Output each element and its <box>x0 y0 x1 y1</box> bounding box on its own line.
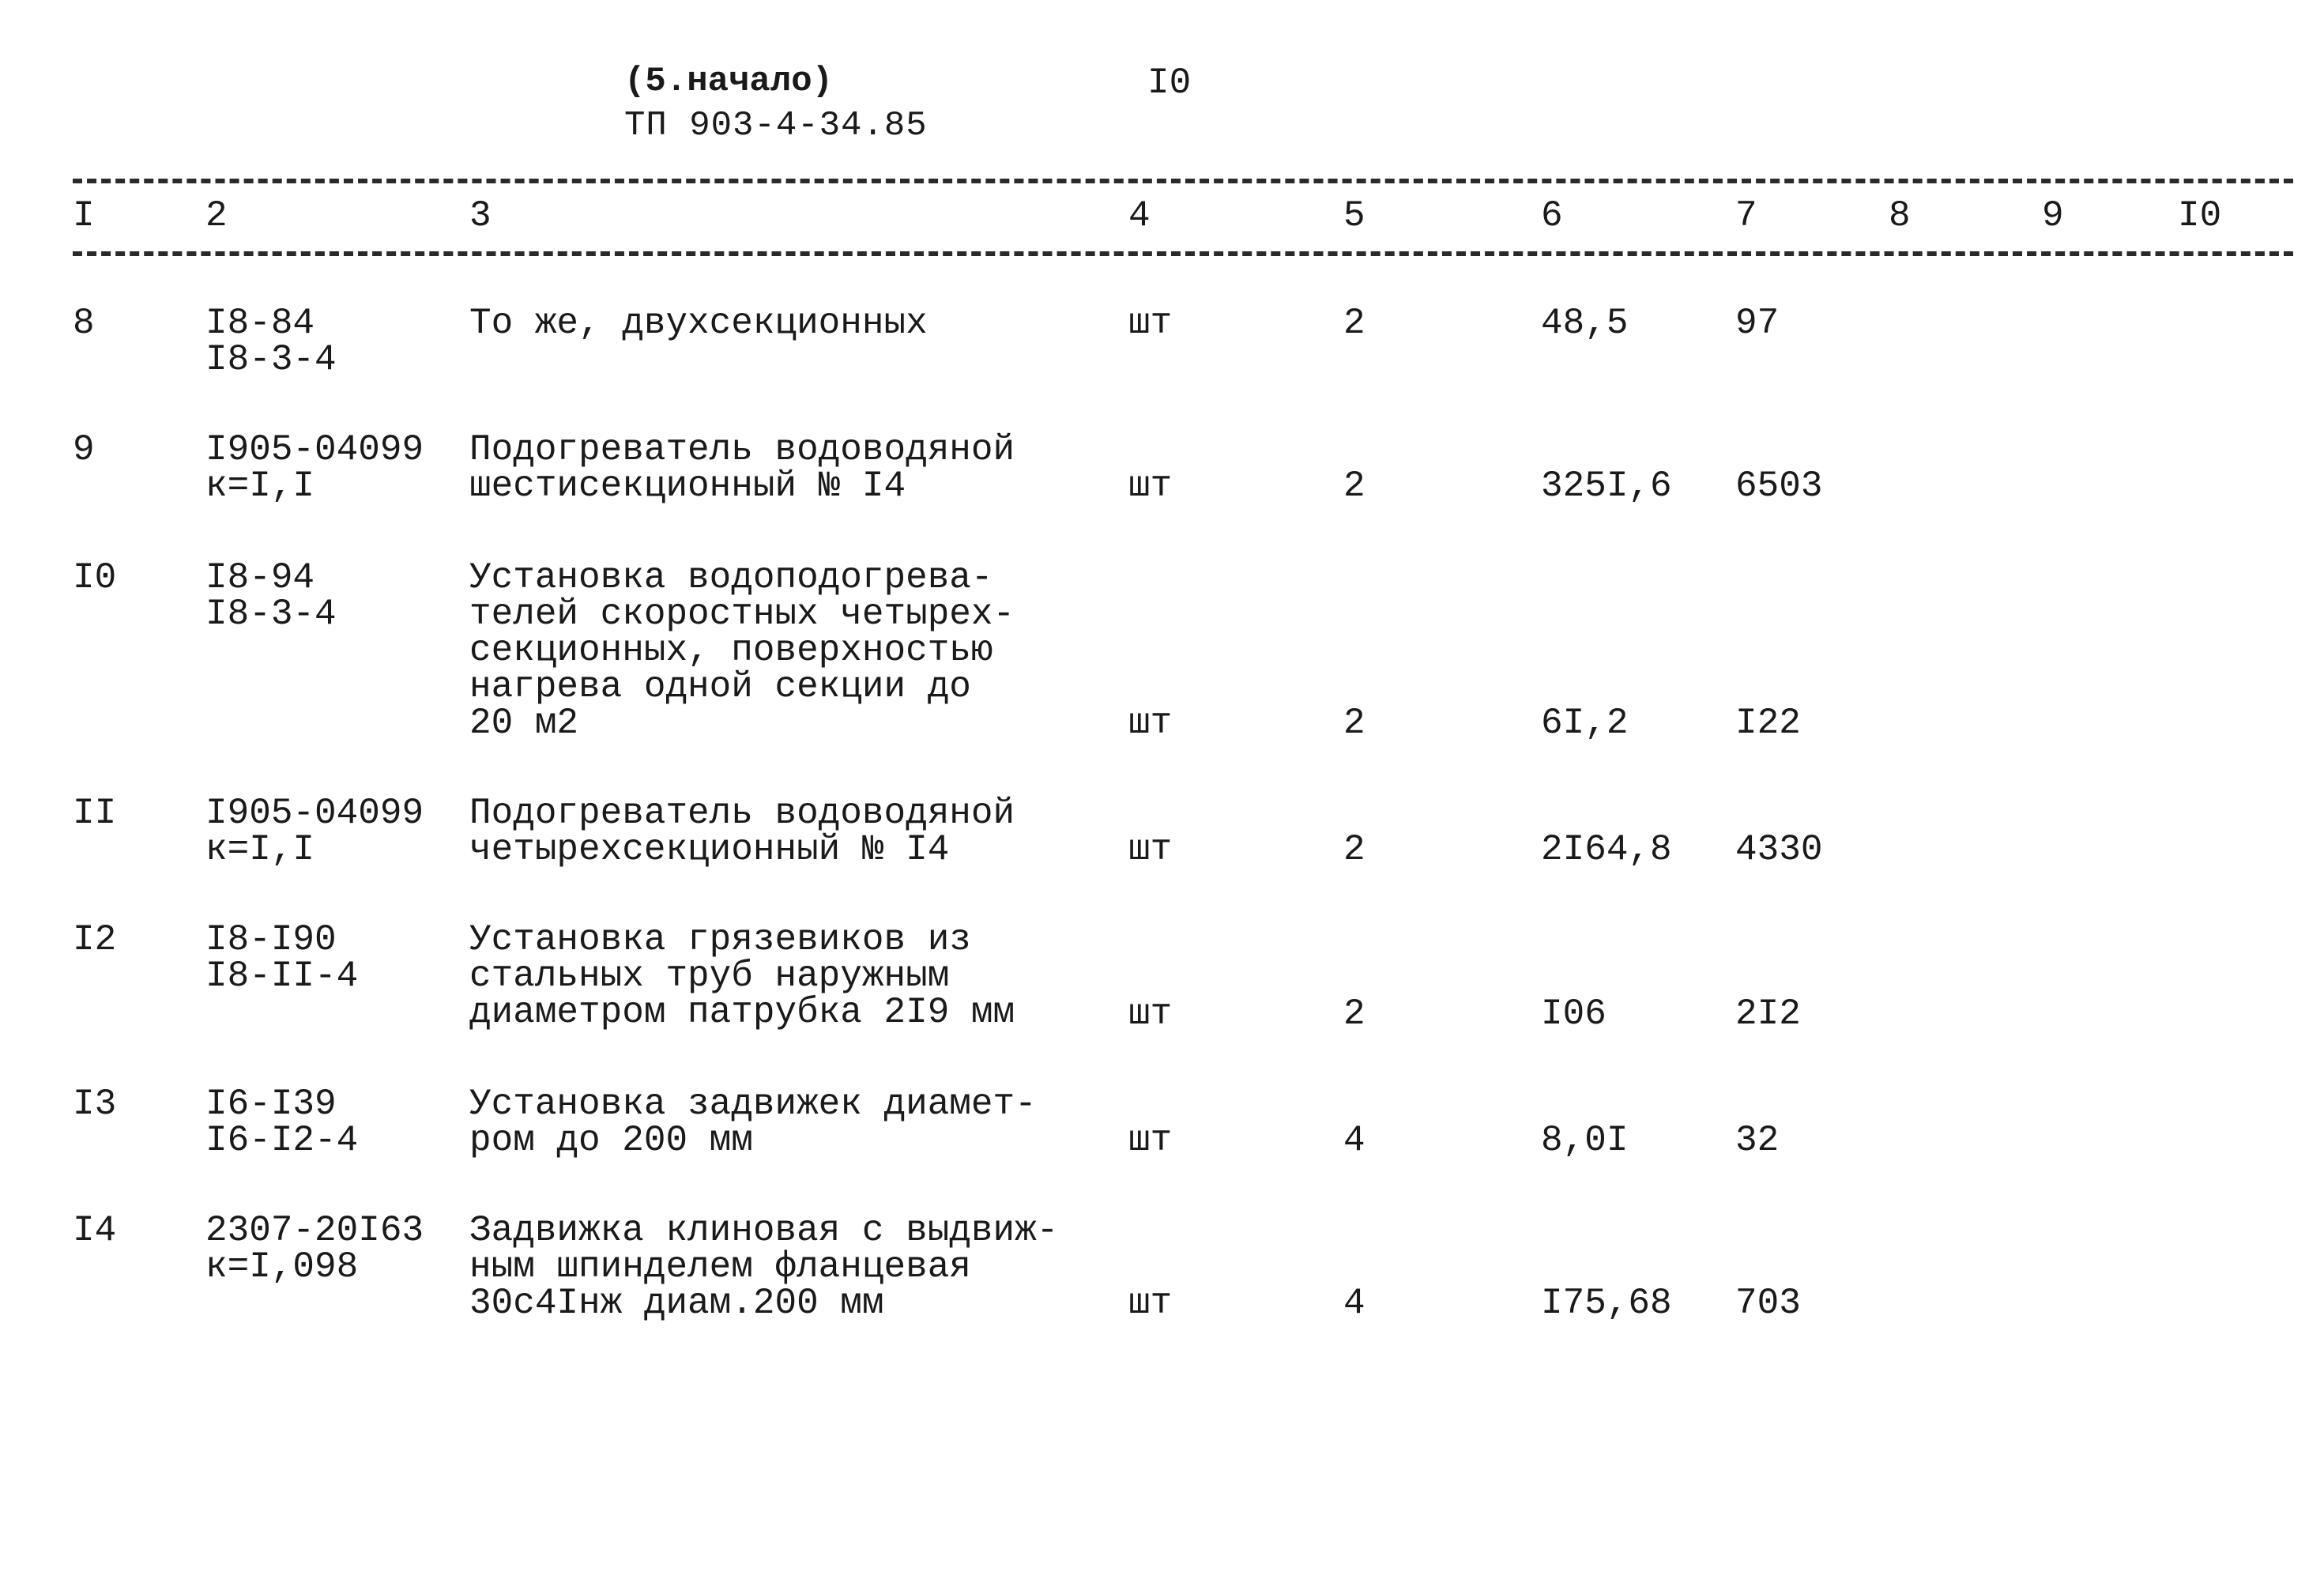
column-header-10: I0 <box>2178 195 2222 236</box>
document-code: ТП 903-4-34.85 <box>624 106 928 145</box>
unit: шт <box>1128 466 1173 507</box>
norm-code: I905-04099 к=I,I <box>205 429 424 507</box>
unit: шт <box>1128 1120 1173 1161</box>
total-cost: 97 <box>1735 303 1780 344</box>
work-description: Подогреватель водоводяной четырехсекционный № I4 <box>469 793 1015 870</box>
unit-price: I75,68 <box>1541 1283 1672 1324</box>
unit-price: 48,5 <box>1541 303 1629 344</box>
row-number: I4 <box>73 1210 117 1251</box>
work-description: Установка грязевиков из стальных труб наружным диаметром патрубка 2I9 мм <box>469 919 1015 1033</box>
work-description: То же, двухсекционных <box>469 303 928 344</box>
work-description: Задвижка клиновая с выдвиж- ным шпинделем фланцевая 30с4Iнж диам.200 мм <box>469 1210 1059 1324</box>
quantity: 4 <box>1343 1120 1365 1161</box>
row-number: 9 <box>73 429 95 470</box>
unit: шт <box>1128 1283 1173 1324</box>
column-header-1: I <box>73 195 95 236</box>
table-header-rule <box>73 251 2293 256</box>
column-header-5: 5 <box>1343 195 1365 236</box>
quantity: 2 <box>1343 303 1365 344</box>
row-number: 8 <box>73 303 95 344</box>
unit: шт <box>1128 703 1173 744</box>
total-cost: 6503 <box>1735 466 1823 507</box>
unit-price: 6I,2 <box>1541 703 1629 744</box>
total-cost: 2I2 <box>1735 993 1801 1035</box>
table-top-rule <box>73 179 2293 183</box>
unit: шт <box>1128 303 1173 344</box>
quantity: 4 <box>1343 1283 1365 1324</box>
quantity: 2 <box>1343 993 1365 1035</box>
unit-price: 2I64,8 <box>1541 829 1672 870</box>
total-cost: 703 <box>1735 1283 1801 1324</box>
work-description: Установка задвижек диамет- ром до 200 мм <box>469 1084 1037 1161</box>
quantity: 2 <box>1343 703 1365 744</box>
unit-price: I06 <box>1541 993 1606 1035</box>
norm-code: I8-I90 I8-II-4 <box>205 919 359 997</box>
row-number: I0 <box>73 557 117 598</box>
unit: шт <box>1128 829 1173 870</box>
column-header-9: 9 <box>2042 195 2064 236</box>
norm-code: 2307-20I63 к=I,098 <box>205 1210 424 1287</box>
total-cost: 32 <box>1735 1120 1780 1161</box>
row-number: I2 <box>73 919 117 960</box>
work-description: Подогреватель водоводяной шестисекционный № I4 <box>469 429 1015 507</box>
quantity: 2 <box>1343 829 1365 870</box>
work-description: Установка водоподогрева- телей скоростных четырех- секционных, поверхностью нагрева одной секции до 20 м2 <box>469 557 1015 744</box>
norm-code: I6-I39 I6-I2-4 <box>205 1084 359 1161</box>
norm-code: I905-04099 к=I,I <box>205 793 424 870</box>
column-header-7: 7 <box>1735 195 1757 236</box>
column-header-4: 4 <box>1128 195 1151 236</box>
row-number: I3 <box>73 1084 117 1125</box>
column-header-2: 2 <box>205 195 228 236</box>
unit: шт <box>1128 993 1173 1035</box>
norm-code: I8-84 I8-3-4 <box>205 303 337 380</box>
quantity: 2 <box>1343 466 1365 507</box>
unit-price: 8,0I <box>1541 1120 1629 1161</box>
column-header-6: 6 <box>1541 195 1563 236</box>
norm-code: I8-94 I8-3-4 <box>205 557 337 635</box>
page-number: I0 <box>1147 62 1192 104</box>
total-cost: I22 <box>1735 703 1801 744</box>
column-header-3: 3 <box>469 195 492 236</box>
row-number: II <box>73 793 117 834</box>
section-note: (5.начало) <box>624 62 834 101</box>
total-cost: 4330 <box>1735 829 1823 870</box>
column-header-8: 8 <box>1889 195 1911 236</box>
unit-price: 325I,6 <box>1541 466 1672 507</box>
